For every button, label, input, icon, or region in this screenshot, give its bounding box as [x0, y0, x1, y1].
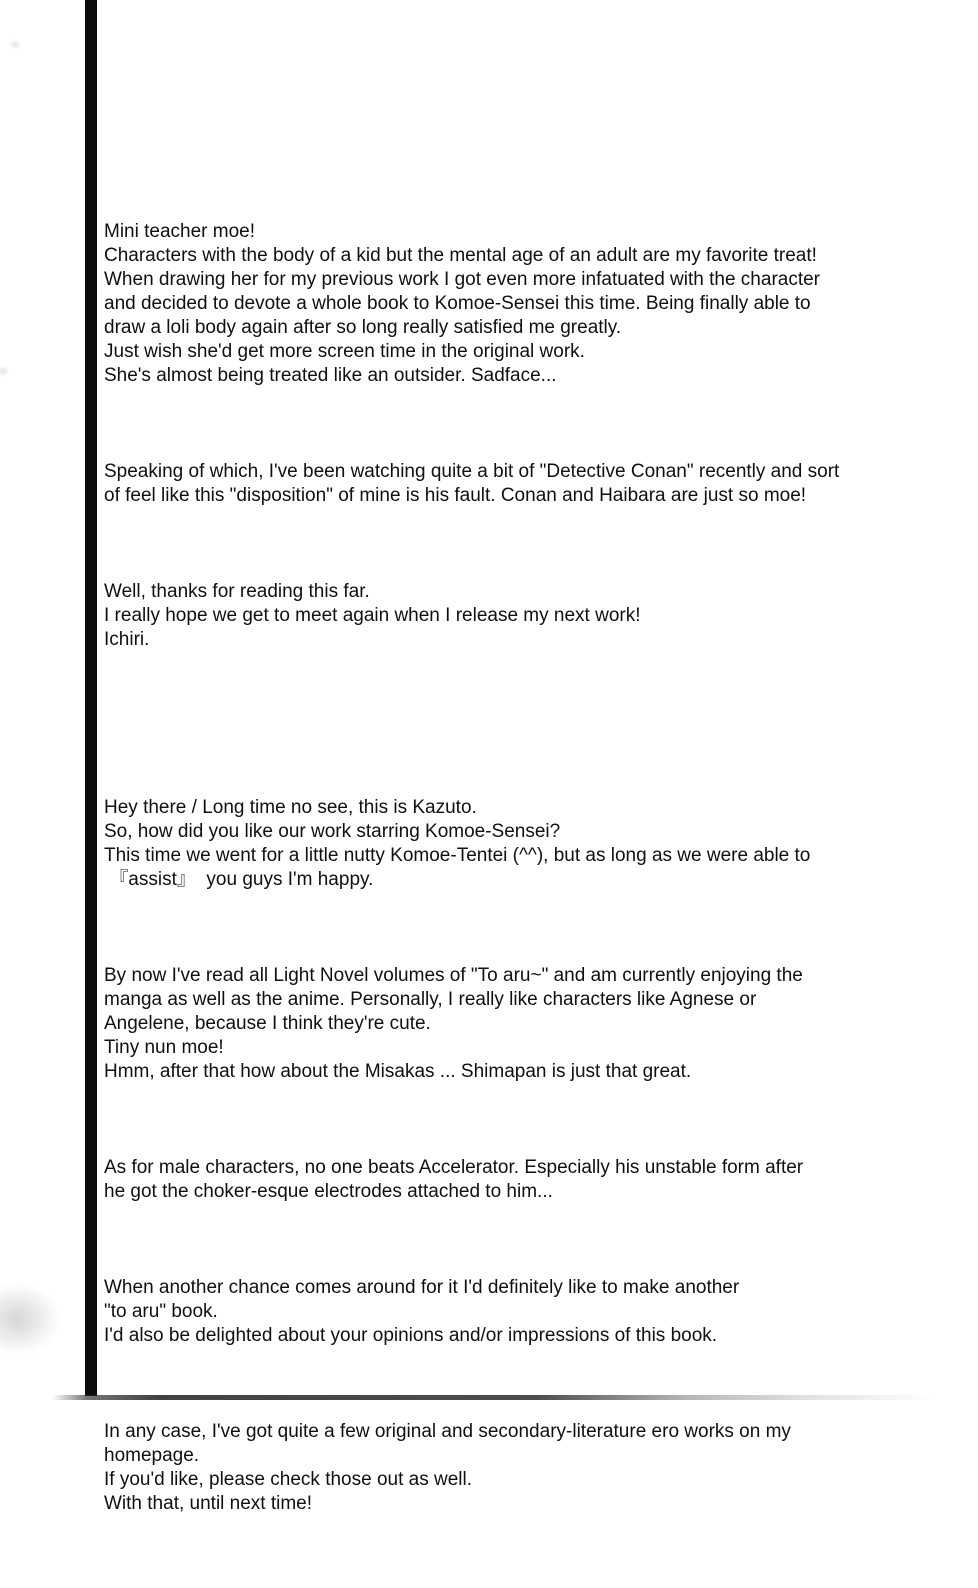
paragraph-ichiri-komoe [104, 220, 964, 388]
text-line: If you'd like, please check those out as well. [104, 1469, 472, 1490]
afterword-text-column [104, 172, 964, 1588]
text-line: I'd also be delighted about your opinions and/or impressions of this book. [104, 1325, 718, 1346]
text-line: homepage. [104, 1445, 200, 1466]
text-line: "to aru" book. [104, 1301, 218, 1322]
text-line: Just wish she'd get more screen time in the original work. [104, 341, 585, 362]
text-line: With that, until next time! [104, 1493, 313, 1514]
text-line: By now I've read all Light Novel volumes of "To aru~" and am currently enjoying the [104, 965, 803, 986]
text-line: When drawing her for my previous work I got even more infatuated with the character [104, 269, 821, 290]
text-line: 『assist』 you guys I'm happy. [104, 869, 374, 890]
paragraph-homepage-signoff [104, 1420, 964, 1516]
page-binding-bar [85, 0, 97, 1396]
text-line: of feel like this "disposition" of mine is his fault. Conan and Haibara are just so moe! [104, 485, 807, 506]
text-line: As for male characters, no one beats Accelerator. Especially his unstable form after [104, 1157, 804, 1178]
paragraph-thanks-ichiri-signoff [104, 580, 964, 652]
text-line: In any case, I've got quite a few original and secondary-literature ero works on my [104, 1421, 791, 1442]
text-line: I really hope we get to meet again when I release my next work! [104, 605, 641, 626]
text-line: Angelene, because I think they're cute. [104, 1013, 431, 1034]
text-line: Mini teacher moe! [104, 221, 256, 242]
text-line: manga as well as the anime. Personally, I really like characters like Agnese or [104, 989, 757, 1010]
scan-artifact-speck [0, 366, 9, 376]
text-line: Ichiri. [104, 629, 150, 650]
text-line: So, how did you like our work starring Komoe-Sensei? [104, 821, 561, 842]
text-line: draw a loli body again after so long really satisfied me greatly. [104, 317, 622, 338]
paragraph-kazuto-greeting [104, 796, 964, 892]
text-line: Hey there / Long time no see, this is Kazuto. [104, 797, 477, 818]
paragraph-detective-conan [104, 460, 964, 508]
scan-artifact-blob [0, 1282, 62, 1356]
text-line: Tiny nun moe! [104, 1037, 224, 1058]
paragraph-to-aru-characters [104, 964, 964, 1084]
paragraph-accelerator [104, 1156, 964, 1204]
text-line: This time we went for a little nutty Komoe-Tentei (^^), but as long as we were able to [104, 845, 811, 866]
text-line: When another chance comes around for it I'd definitely like to make another [104, 1277, 740, 1298]
text-line: Characters with the body of a kid but the mental age of an adult are my favorite treat! [104, 245, 817, 266]
text-line: and decided to devote a whole book to Komoe-Sensei this time. Being finally able to [104, 293, 811, 314]
text-line: Hmm, after that how about the Misakas ... Shimapan is just that great. [104, 1061, 692, 1082]
text-line: he got the choker-esque electrodes attached to him... [104, 1181, 553, 1202]
scan-artifact-speck [9, 40, 21, 49]
text-line: Well, thanks for reading this far. [104, 581, 370, 602]
text-line: Speaking of which, I've been watching quite a bit of "Detective Conan" recently and sort [104, 461, 840, 482]
text-line: She's almost being treated like an outsider. Sadface... [104, 365, 557, 386]
paragraph-next-book [104, 1276, 964, 1348]
